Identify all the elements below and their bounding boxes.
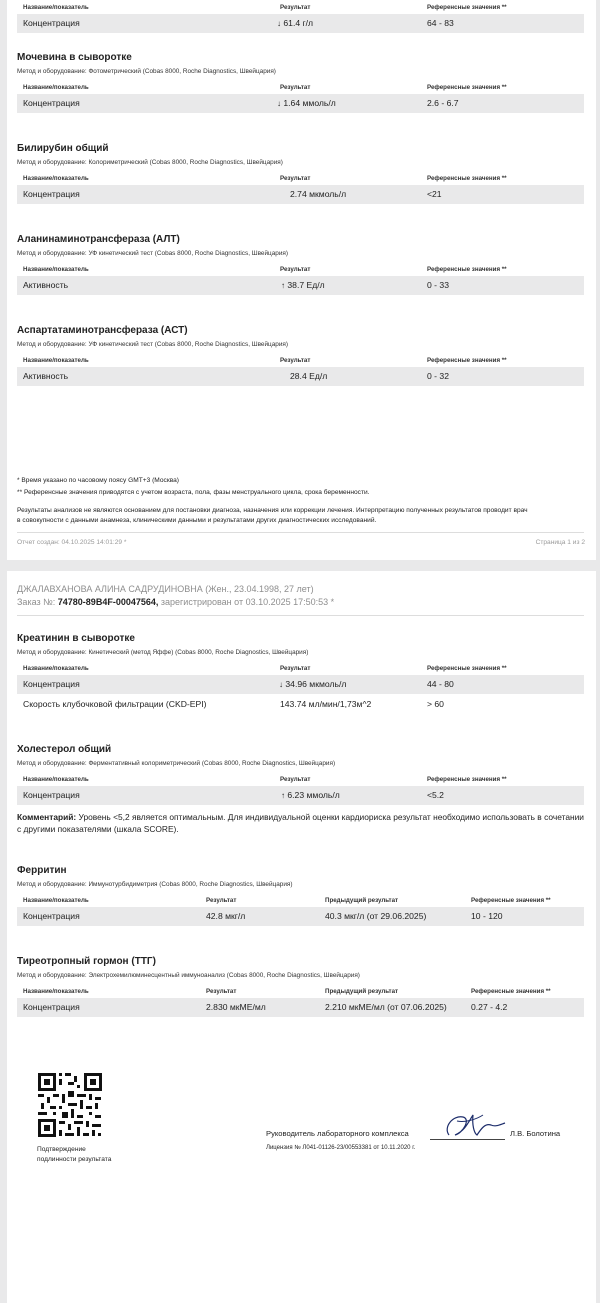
table-row: Концентрация ↓ 34.96 мкмоль/л 44 - 80 — [17, 675, 584, 694]
col-header-ref: Референсные значения ** — [427, 4, 507, 11]
page-number: Страница 1 из 2 — [535, 539, 585, 546]
head-name: Л.В. Болотина — [510, 1129, 561, 1138]
arrow-down-icon: ↓ — [279, 680, 283, 689]
table-row: Концентрация 42.8 мкг/л 40.3 мкг/л (от 29.06.2025) 10 - 120 — [17, 907, 584, 926]
method-alt: Метод и оборудование: УФ кинетический тест (Cobas 8000, Roche Diagnostics, Швейцария) — [17, 250, 288, 257]
qr-code[interactable] — [37, 1072, 103, 1138]
section-title-ferritin: Ферритин — [17, 865, 67, 876]
table-row: Концентрация 2.830 мкМЕ/мл 2.210 мкМЕ/мл (от 07.06.2025) 0.27 - 4.2 — [17, 998, 584, 1017]
note-disclaimer-1: Результаты анализов не являются основанием для постановки диагноза, назначения или коррекции лечения. Интерпретацию полученных результатов проводит врач — [17, 507, 528, 514]
note-disclaimer-2: в совокупности с данными анамнеза, клиническими данными и результатами других диагностических исследований. — [17, 517, 377, 524]
section-title-cholesterol: Холестерол общий — [17, 744, 112, 755]
report-page-1: Название/показатель Результат Референсные значения ** Концентрация ↓ 61.4 г/л 64 - 83 Мочевина в сыворотке Метод и оборудование: Фотометрический (Cobas 8000, Roche Diagnostics, Швейцария) Название/показатель Результат Референсные значения ** Концентрация ↓ 1.64 ммоль/л 2.6 - 6.7 Билирубин общий Метод и оборудование: Колориметрический (Cobas 8000, Roche Diagnostics, Швейцария) Название/показатель Результат Референсные значения ** Концентрация 2.74 мкмоль/л <21 Аланинаминотрансфераза (АЛТ) Метод и оборудование: УФ кинетический тест (Cobas 8000, Roche Diagnostics, Швейцария) Название/показатель Результат Референсные значения ** Активность ↑ 38.7 Ед/л 0 - 33 Аспартатаминотрансфераза (АСТ) Метод и оборудование: УФ кинетический тест (Cobas 8000, Roche Diagnostics, Швейцария) Название/показатель Результат Референсные значения ** Активность 28.4 Ед/л 0 - 32 * Время указано по часовому поясу GMT+3 (Москва) ** Референсные значения приводятся с учетом возраста, пола, фазы менструального цикла, срока беременности. Результаты анализов не являются основанием для постановки диагноза, назначения или коррекции лечения. Интерпретацию полученных результатов проводит врач в совокупности с данными анамнеза, клиническими данными и результатами других диагностических исследований. Отчет создан: 04.10.2025 14:01:29 * Страница 1 из 2 — [7, 0, 596, 560]
report-page-2: ДЖАЛАВХАНОВА АЛИНА САДРУДИНОВНА (Жен., 23.04.1998, 27 лет) Заказ №: 74780-89B4F-00047564, зарегистрирован от 03.10.2025 17:50:53 * Креатинин в сыворотке Метод и оборудование: Кинетический (метод Яффе) (Cobas 8000, Roche Diagnostics, Швейцария) Название/показатель Результат Референсные значения ** Концентрация ↓ 34.96 мкмоль/л 44 - 80 Скорость клубочковой фильтрации (CKD-EPI) 143.74 мл/мин/1,73м^2 > 60 Холестерол общий Метод и оборудование: Ферментативный колориметрический (Cobas 8000, Roche Diagnostics, Швейцария) Название/показатель Результат Референсные значения ** Концентрация ↑ 6.23 ммоль/л <5.2 Комментарий: Уровень <5,2 является оптимальным. Для индивидуальной оценки кардиориска результат необходимо использовать в сочетании с другими показателями (шкала SCORE). Ферритин Метод и оборудование: Иммунотурбидиметрия (Cobas 8000, Roche Diagnostics, Швейцария) Название/показатель Результат Предыдущий результат Референсные значения ** Концентрация 42.8 мкг/л 40.3 мкг/л (от 29.06.2025) 10 - 120 Тиреотропный гормон (ТТГ) Метод и оборудование: Электрохемилюминесцентный иммуноанализ (Cobas 8000, Roche Diagnostics, Швейцария) Название/показатель Результат Предыдущий результат Референсные значения ** Концентрация 2.830 мкМЕ/мл 2.210 мкМЕ/мл (от 07.06.2025) 0.27 - 4.2 Подтверждение подлинности результата Руководитель лабораторного комплекса Л.В. Болотина Лицензия № Л041-01126-23/00553381 от 10.11.2020 г. — [7, 571, 596, 1303]
method-cholesterol: Метод и оборудование: Ферментативный колориметрический (Cobas 8000, Roche Diagnostics, Швейцария) — [17, 760, 336, 767]
arrow-up-icon: ↑ — [281, 281, 285, 290]
arrow-down-icon: ↓ — [277, 99, 281, 108]
method-creatinine: Метод и оборудование: Кинетический (метод Яффе) (Cobas 8000, Roche Diagnostics, Швейцария) — [17, 649, 309, 656]
comment: Комментарий: Уровень <5,2 является оптимальным. Для индивидуальной оценки кардиориска результат необходимо использовать в сочетании с другими показателями (шкала SCORE). — [17, 812, 584, 834]
section-title-creatinine: Креатинин в сыворотке — [17, 633, 135, 644]
method-bilirubin: Метод и оборудование: Колориметрический (Cobas 8000, Roche Diagnostics, Швейцария) — [17, 159, 283, 166]
note-reference: ** Референсные значения приводятся с учетом возраста, пола, фазы менструального цикла, срока беременности. — [17, 489, 370, 496]
arrow-up-icon: ↑ — [281, 791, 285, 800]
report-created: Отчет создан: 04.10.2025 14:01:29 * — [17, 539, 127, 546]
section-title-tsh: Тиреотропный гормон (ТТГ) — [17, 956, 156, 967]
section-title-bilirubin: Билирубин общий — [17, 143, 109, 154]
table-row: Концентрация ↑ 6.23 ммоль/л <5.2 — [17, 786, 584, 805]
section-title-ast: Аспартатаминотрансфераза (АСТ) — [17, 325, 188, 336]
note-timezone: * Время указано по часовому поясу GMT+3 (Москва) — [17, 477, 179, 484]
table-row: Активность 28.4 Ед/л 0 - 32 — [17, 367, 584, 386]
arrow-down-icon: ↓ — [277, 19, 281, 28]
qr-caption-1: Подтверждение — [37, 1146, 86, 1153]
col-header-result: Результат — [280, 4, 311, 11]
patient-info: ДЖАЛАВХАНОВА АЛИНА САДРУДИНОВНА (Жен., 23.04.1998, 27 лет) — [17, 584, 314, 594]
divider — [17, 532, 584, 533]
order-info: Заказ №: 74780-89B4F-00047564, зарегистрирован от 03.10.2025 17:50:53 * — [17, 597, 335, 607]
license: Лицензия № Л041-01126-23/00553381 от 10.11.2020 г. — [266, 1145, 416, 1151]
col-header-name: Название/показатель — [23, 4, 89, 11]
table-row: Скорость клубочковой фильтрации (CKD-EPI) 143.74 мл/мин/1,73м^2 > 60 — [23, 699, 444, 709]
section-title-alt: Аланинаминотрансфераза (АЛТ) — [17, 234, 180, 245]
method-ast: Метод и оборудование: УФ кинетический тест (Cobas 8000, Roche Diagnostics, Швейцария) — [17, 341, 288, 348]
method-tsh: Метод и оборудование: Электрохемилюминесцентный иммуноанализ (Cobas 8000, Roche Diagnostics, Швейцария) — [17, 972, 360, 979]
table-row: Концентрация ↓ 1.64 ммоль/л 2.6 - 6.7 — [17, 94, 584, 113]
divider — [17, 615, 584, 616]
signature — [439, 1109, 509, 1143]
table-row: Концентрация ↓ 61.4 г/л 64 - 83 — [17, 14, 584, 33]
method-ferritin: Метод и оборудование: Иммунотурбидиметрия (Cobas 8000, Roche Diagnostics, Швейцария) — [17, 881, 293, 888]
section-title-urea: Мочевина в сыворотке — [17, 52, 132, 63]
table-row: Активность ↑ 38.7 Ед/л 0 - 33 — [17, 276, 584, 295]
method-urea: Метод и оборудование: Фотометрический (Cobas 8000, Roche Diagnostics, Швейцария) — [17, 68, 276, 75]
head-label: Руководитель лабораторного комплекса — [266, 1129, 409, 1138]
table-row: Концентрация 2.74 мкмоль/л <21 — [17, 185, 584, 204]
qr-caption-2: подлинности результата — [37, 1156, 112, 1163]
